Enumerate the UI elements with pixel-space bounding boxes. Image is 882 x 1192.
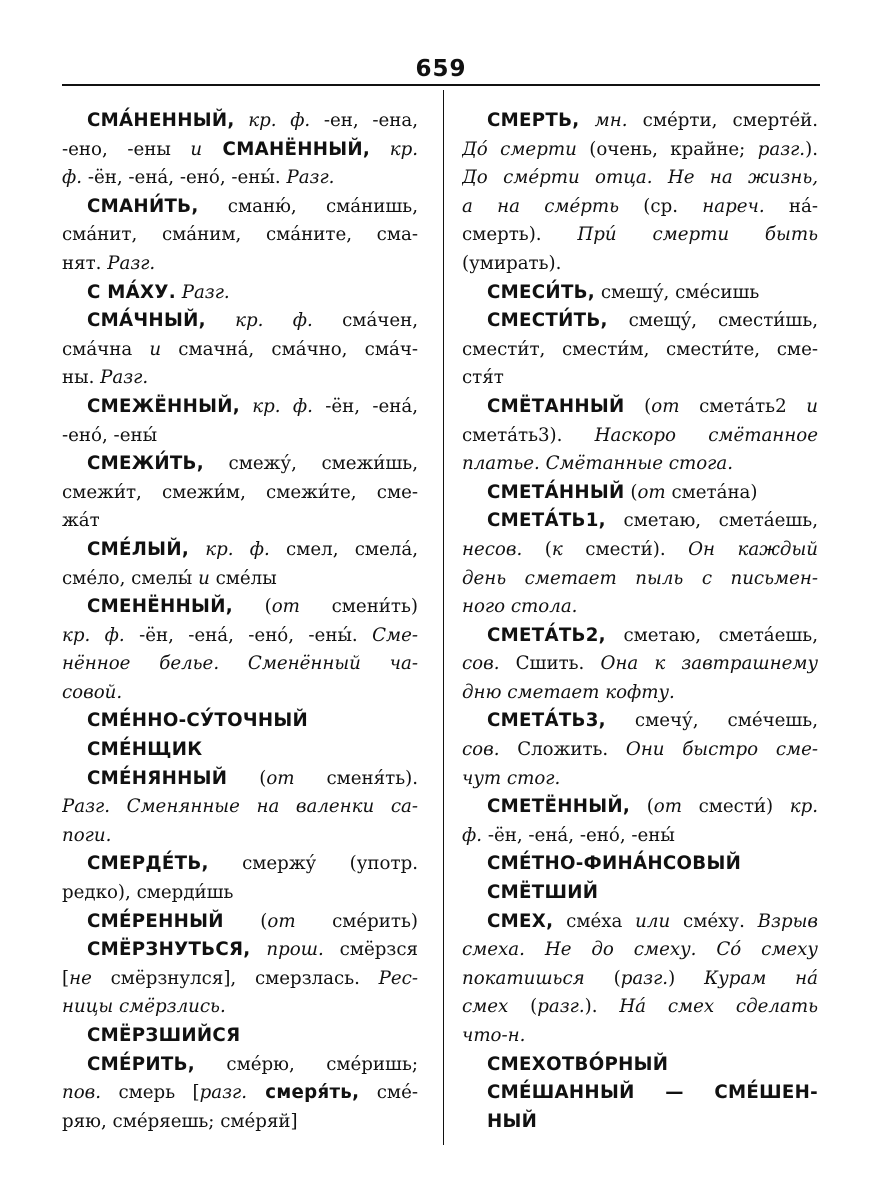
italic-text: от: [653, 796, 682, 818]
entry-line: [62, 364, 418, 393]
entry-line: [62, 393, 418, 422]
italic-text: Взрыв: [757, 910, 818, 932]
text: смержу́ (употр.: [208, 853, 418, 875]
entry-line: [462, 364, 818, 393]
text: смел, смела́,: [269, 538, 418, 560]
italic-text: кр. ф.: [62, 624, 125, 646]
italic-text: Сме-: [372, 624, 418, 646]
text: смета́ть3).: [462, 424, 595, 446]
entry-line: [62, 164, 418, 193]
headword: СМЕТА́ТЬ1,: [487, 510, 606, 532]
italic-text: ф.: [462, 824, 483, 846]
italic-text: разг.: [757, 138, 806, 160]
entry-line: [462, 279, 818, 308]
entry-line: [62, 622, 418, 651]
text: [: [62, 967, 70, 989]
text: (ср.: [619, 195, 703, 217]
entry-line: [462, 793, 818, 822]
italic-text: На́ смех сделать: [619, 996, 818, 1018]
entry-line: [62, 1022, 418, 1051]
text: сма́нит, сма́ним, сма́ните, сма-: [62, 224, 418, 246]
text: нят.: [62, 252, 108, 274]
text: ряю, сме́ряешь; сме́ряй]: [62, 1110, 298, 1132]
text: смежи́т, смежи́м, смежи́те, сме-: [62, 481, 418, 503]
headword: СМЕРДЕ́ТЬ,: [87, 853, 209, 875]
headword: СМЕРТЬ,: [487, 110, 580, 131]
entry-line: [462, 1022, 818, 1051]
entry-line: [62, 565, 418, 594]
text: сме́ло, смелы́: [62, 567, 199, 589]
italic-text: не: [69, 967, 92, 989]
italic-text: к: [551, 538, 563, 560]
header-rule: [62, 84, 820, 86]
text: сме́рти, смерте́й.: [627, 110, 818, 131]
entry-line: [462, 164, 818, 193]
entry-line: [462, 936, 818, 965]
text: (: [508, 996, 538, 1018]
text: сме́рить): [295, 910, 418, 932]
italic-text: дню сметает кофту.: [462, 681, 675, 703]
text: -ён, -ена́,: [312, 395, 418, 417]
italic-text: день сметает пыль с письмен-: [462, 567, 818, 589]
italic-text: Она к завтрашнему: [600, 653, 818, 675]
headword: СМЕСИ́ТЬ,: [487, 281, 596, 303]
entry-line: [62, 507, 418, 536]
italic-text: от: [271, 596, 300, 618]
italic-text: ницы смёрзлись.: [62, 996, 226, 1018]
entry-line: [462, 307, 818, 336]
italic-text: При́ смерти быть: [577, 224, 818, 246]
entry-line: [462, 679, 818, 708]
italic-text: несов.: [462, 538, 523, 560]
italic-text: Наскоро смётанное: [594, 424, 818, 446]
text: (: [630, 796, 654, 818]
entry-line: [462, 221, 818, 250]
entry-line: [62, 822, 418, 851]
italic-text: что-н.: [462, 1025, 526, 1046]
italic-text: совой.: [62, 681, 123, 703]
headword: СМЕСТИ́ТЬ,: [487, 310, 608, 332]
italic-text: кр.: [789, 796, 818, 818]
headword: СМЁРЗНУТЬСЯ,: [87, 939, 251, 961]
text: смерть).: [462, 224, 578, 246]
headword: СМЕЖЁННЫЙ,: [87, 395, 240, 417]
italic-text: разг.: [199, 1082, 248, 1104]
text: (: [223, 910, 268, 932]
text: -ён, -ена́, -ено́, -ены́: [482, 824, 675, 846]
entry-line: [462, 450, 818, 479]
headword: СМЕ́ТНО-ФИНА́НСОВЫЙ: [487, 853, 742, 875]
text: -ено, -ены: [62, 138, 191, 160]
text: -ён, -ена́, -ено́, -ены́.: [124, 624, 373, 646]
italic-text: Разг. Сменянные на валенки са-: [62, 796, 418, 818]
right-column: [462, 107, 818, 1136]
italic-text: и: [190, 138, 203, 160]
italic-text: Курам на́: [704, 967, 818, 989]
text: сме́ха: [553, 910, 636, 932]
entry-line: [62, 536, 418, 565]
italic-text: и: [198, 567, 210, 589]
text: смета́на): [665, 481, 758, 503]
text: ны.: [62, 367, 101, 389]
italic-text: До́ смерти: [462, 138, 577, 160]
entry-line: [462, 136, 818, 165]
italic-text: пов.: [62, 1082, 102, 1104]
italic-text: ного стола.: [462, 596, 578, 618]
text: смёрзнулся], смерзлась.: [91, 967, 379, 989]
entry-line: [62, 765, 418, 794]
entry-line: [62, 221, 418, 250]
text: -ен, -ена,: [310, 110, 418, 131]
italic-text: Он каждый: [688, 538, 818, 560]
headword: СМЕНЁННЫЙ,: [87, 596, 233, 618]
italic-text: Разг.: [175, 281, 230, 303]
entry-line: [62, 993, 418, 1022]
italic-text: разг.: [620, 967, 669, 989]
text: сме́-: [359, 1082, 418, 1104]
entry-line: [462, 736, 818, 765]
entry-line: [62, 279, 418, 308]
entry-line: [462, 536, 818, 565]
entry-line: [62, 193, 418, 222]
text: сме́рю, сме́ришь;: [195, 1053, 418, 1075]
italic-text: чут стог.: [462, 767, 561, 789]
headword: СМЁТАННЫЙ: [487, 395, 625, 417]
text: ).: [805, 138, 818, 160]
text: смачна́, сма́чно, сма́ч-: [161, 338, 418, 360]
entry-line: [462, 336, 818, 365]
italic-text: от: [651, 395, 680, 417]
italic-text: Разг.: [107, 252, 156, 274]
headword: СМЕТА́ННЫЙ: [487, 481, 625, 503]
italic-text: Разг.: [286, 167, 335, 189]
text: (: [232, 596, 272, 618]
italic-text: кр.: [370, 138, 418, 160]
text: (: [522, 538, 552, 560]
entry-line: [62, 136, 418, 165]
entry-line: [462, 250, 818, 279]
entry-line: [462, 1051, 818, 1080]
headword: СМА́ЧНЫЙ,: [87, 310, 206, 332]
italic-text: поги.: [62, 824, 112, 846]
entry-line: [62, 965, 418, 994]
entry-line: [462, 650, 818, 679]
italic-text: сов.: [462, 739, 500, 761]
entry-line: [62, 650, 418, 679]
entry-line: [462, 879, 818, 908]
left-column: [62, 107, 418, 1136]
italic-text: от: [637, 481, 666, 503]
italic-text: а на сме́рть: [462, 195, 620, 217]
entry-line: [62, 707, 418, 736]
text: Сложить.: [499, 739, 626, 761]
text: смести́т, смести́м, смести́те, сме-: [462, 338, 818, 360]
text: смечу́, сме́чешь,: [605, 710, 818, 732]
italic-text: мн.: [579, 110, 628, 131]
headword: СМЁРЗШИЙСЯ: [87, 1025, 241, 1046]
text: сме́лы: [209, 567, 277, 589]
entry-line: [462, 622, 818, 651]
entry-line: [462, 908, 818, 937]
entry-line: [462, 107, 818, 136]
entry-line: [62, 1051, 418, 1080]
entry-line: [62, 908, 418, 937]
italic-text: прош.: [250, 939, 324, 961]
entry-line: [462, 1079, 818, 1108]
text: -ён, -ена́, -ено́, -ены́.: [82, 167, 287, 189]
entry-line: [62, 450, 418, 479]
headword: СМАНИ́ТЬ,: [87, 195, 199, 217]
entry-line: [62, 736, 418, 765]
entry-line: [462, 707, 818, 736]
entry-line: [462, 1108, 818, 1137]
headword: СМЕТЁННЫЙ,: [487, 796, 631, 818]
text: ): [668, 967, 705, 989]
headword: СМА́НЕННЫЙ,: [87, 110, 235, 131]
italic-text: кр. ф.: [239, 395, 313, 417]
headword: СМАНЁННЫЙ,: [202, 138, 371, 160]
text: редко), смерди́шь: [62, 882, 234, 904]
headword: СМЕ́НЩИК: [87, 739, 203, 761]
text: (: [227, 767, 267, 789]
entry-line: [62, 1079, 418, 1108]
text: сметаю, смета́ешь,: [605, 510, 818, 532]
entry-line: [62, 879, 418, 908]
italic-text: ф.: [62, 167, 83, 189]
text: жа́т: [62, 510, 100, 532]
italic-text: покатишься: [462, 967, 585, 989]
entry-line: [462, 965, 818, 994]
entry-line: [62, 479, 418, 508]
headword: СМЕТА́ТЬ3,: [487, 710, 606, 732]
entry-line: [462, 479, 818, 508]
entry-line: [462, 193, 818, 222]
text: смерь [: [101, 1082, 200, 1104]
text: сма́чен,: [312, 310, 418, 332]
headword: СМЕХОТВО́РНЫЙ: [487, 1053, 669, 1075]
text: смести́).: [562, 538, 689, 560]
entry-line: [62, 793, 418, 822]
headword: СМЕ́ННО-СУ́ТОЧНЫЙ: [87, 710, 309, 732]
text: (умирать).: [462, 252, 562, 274]
entry-line: [462, 993, 818, 1022]
italic-text: До сме́рти отца. Не на жизнь,: [462, 167, 818, 189]
italic-text: Разг.: [100, 367, 149, 389]
italic-text: нареч.: [702, 195, 765, 217]
text: стя́т: [462, 367, 504, 389]
page-number: 659: [415, 56, 467, 82]
italic-text: от: [266, 767, 295, 789]
text: (очень, крайне;: [576, 138, 758, 160]
italic-text: разг.: [537, 996, 585, 1018]
entry-line: [462, 850, 818, 879]
text: ).: [584, 996, 620, 1018]
column-divider: [443, 90, 444, 1145]
entry-line: [462, 822, 818, 851]
italic-text: платье. Смётанные стога.: [462, 453, 733, 475]
entry-line: [462, 565, 818, 594]
headword: СМЕ́ШАННЫЙ — СМЕ́ШЕН-: [487, 1082, 818, 1104]
entry-line: [462, 393, 818, 422]
text: (: [584, 967, 621, 989]
text: смешу́, сме́сишь: [595, 281, 760, 303]
text: сма́чна: [62, 338, 150, 360]
text: Сшить.: [499, 653, 601, 675]
text: (: [624, 481, 638, 503]
italic-text: или: [635, 910, 671, 932]
entry-line: [62, 936, 418, 965]
headword: СМЕТА́ТЬ2,: [487, 624, 606, 646]
headword: СМЕ́НЯННЫЙ: [87, 767, 228, 789]
entry-line: [462, 593, 818, 622]
italic-text: кр. ф.: [189, 538, 270, 560]
italic-text: смех: [462, 996, 509, 1018]
text: -ено́, -ены́: [62, 424, 158, 446]
italic-text: Они быстро сме-: [625, 739, 818, 761]
text: на́-: [764, 195, 818, 217]
italic-text: смеха. Не до смеху. Со́ смеху: [462, 939, 818, 961]
headword: смеря́ть,: [247, 1082, 360, 1104]
entry-line: [62, 593, 418, 622]
headword: СМЕ́ЛЫЙ,: [87, 538, 190, 560]
headword: СМЕЖИ́ТЬ,: [87, 453, 204, 475]
headword: СМЕ́РИТЬ,: [87, 1053, 195, 1075]
entry-line: [62, 307, 418, 336]
italic-text: и: [149, 338, 162, 360]
italic-text: кр. ф.: [234, 110, 311, 131]
entry-line: [62, 107, 418, 136]
text: смежу́, смежи́шь,: [203, 453, 418, 475]
text: сметаю, смета́ешь,: [605, 624, 818, 646]
entry-line: [62, 250, 418, 279]
headword: СМЕ́РЕННЫЙ: [87, 910, 224, 932]
headword: СМЁТШИЙ: [487, 882, 599, 904]
text: сменя́ть).: [294, 767, 418, 789]
entry-line: [462, 507, 818, 536]
entry-line: [462, 765, 818, 794]
entry-line: [462, 422, 818, 451]
text: смести́): [682, 796, 790, 818]
text: смёрзся: [323, 939, 418, 961]
headword: СМЕХ,: [487, 910, 554, 932]
entry-line: [62, 1108, 418, 1137]
italic-text: Рес-: [378, 967, 418, 989]
text: смета́ть2: [679, 395, 807, 417]
headword: НЫЙ: [487, 1110, 538, 1132]
text: смени́ть): [299, 596, 418, 618]
text: сманю́, сма́нишь,: [198, 195, 418, 217]
text: смещу́, смести́шь,: [607, 310, 818, 332]
entry-line: [62, 679, 418, 708]
entry-line: [62, 336, 418, 365]
entry-line: [62, 850, 418, 879]
text: (: [624, 395, 652, 417]
italic-text: от: [267, 910, 296, 932]
headword: С МА́ХУ.: [87, 281, 176, 303]
italic-text: нённое белье. Сменённый ча-: [62, 653, 418, 675]
italic-text: сов.: [462, 653, 500, 675]
text: сме́ху.: [670, 910, 758, 932]
italic-text: кр. ф.: [205, 310, 313, 332]
italic-text: и: [806, 395, 818, 417]
entry-line: [62, 422, 418, 451]
